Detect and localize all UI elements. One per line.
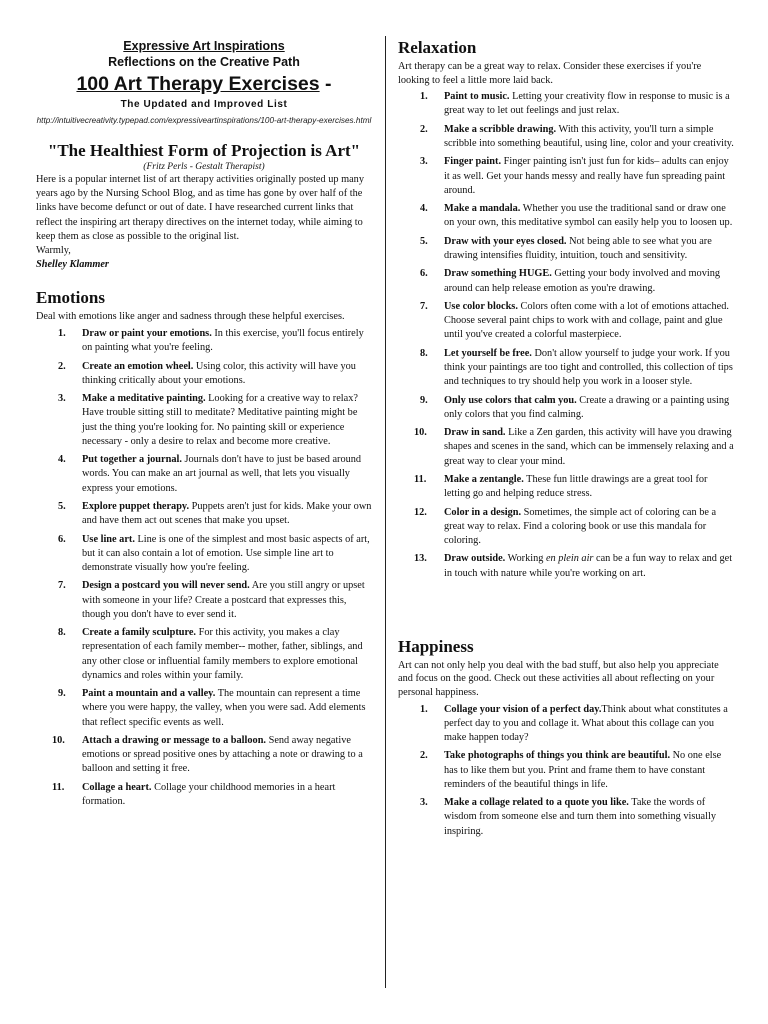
item-number: 11.: [414, 473, 427, 485]
item-text: Journals don't have to just be based around words. You can make an art journal as well, that lets you visually express your emotions.: [82, 454, 362, 494]
list-item: [36, 360, 372, 388]
item-text: can be a fun way to relax and get in touch with nature while you're working on art.: [444, 553, 733, 579]
item-heading: Make a mandala.: [444, 203, 521, 215]
source-url[interactable]: http://intuitivecreativity.typepad.com/expressiveartinspirations/100-art-therapy-exercises.html: [36, 116, 372, 125]
list-item: [36, 781, 372, 809]
relaxation-list: [398, 90, 734, 581]
item-number: 11.: [52, 781, 65, 793]
item-text: The mountain can represent a time where you were happy, the valley, when you were sad. Add elements that reflect specific events as well.: [82, 688, 366, 728]
list-item: [398, 123, 734, 151]
item-heading: Draw in sand.: [444, 427, 506, 439]
item-heading: Draw with your eyes closed.: [444, 235, 567, 247]
list-item: [398, 235, 734, 263]
item-heading: Put together a journal.: [82, 454, 182, 466]
item-text: Puppets aren't just for kids. Make your own and have them act out scenes that make you upset.: [82, 501, 372, 527]
item-heading: Make a meditative painting.: [82, 393, 206, 405]
document-title: [36, 72, 372, 96]
item-number: 1.: [420, 91, 428, 103]
item-heading: Color in a design.: [444, 506, 522, 518]
item-text: Whether you use the traditional sand or draw one on your own, this meditative symbol can easily help you to loosen up.: [444, 203, 733, 229]
section-intro-emotions: Deal with emotions like anger and sadness through these helpful exercises.: [36, 311, 345, 323]
item-heading: Explore puppet therapy.: [82, 501, 190, 512]
section-title-relaxation: Relaxation: [398, 38, 477, 57]
item-number: 1.: [58, 328, 66, 340]
item-text: Take the words of wisdom from someone else and turn them into something visually inspiring.: [444, 797, 716, 837]
list-item: [36, 327, 372, 355]
section-intro-relaxation: Art therapy can be a great way to relax. Consider these exercises if you're looking to feel a little more laid back.: [398, 61, 702, 86]
item-number: 13.: [414, 553, 427, 565]
item-number: 3.: [420, 797, 428, 809]
quote-attribution: (Fritz Perls - Gestalt Therapist): [143, 162, 265, 172]
list-item: [398, 703, 734, 746]
item-text: Send away negative emotions or spread positive ones by attaching a note or drawing to a balloon and setting it free.: [82, 734, 363, 775]
item-number: 3.: [58, 393, 66, 405]
header-line2: Reflections on the Creative Path: [108, 55, 300, 69]
signature: Shelley Klammer: [36, 259, 109, 271]
item-text: Getting your body involved and moving around can help release emotion as you're drawing.: [444, 268, 721, 294]
document-subtitle: The Updated and Improved List: [120, 99, 288, 110]
item-number: 6.: [420, 268, 428, 280]
list-item: [398, 202, 734, 230]
item-text: Like a Zen garden, this activity will have you drawing shapes and scenes in the sand, which can be immensely relaxing and a great way to clear your mind.: [444, 427, 734, 467]
left-column: [36, 38, 372, 813]
item-heading: Collage your vision of a perfect day.: [444, 703, 602, 715]
list-item: [398, 267, 734, 295]
section-title-happiness: Happiness: [398, 636, 474, 656]
item-number: 4.: [58, 454, 66, 466]
intro-paragraph: Here is a popular internet list of art therapy activities originally posted up many years ago by the Nursing School Blog, and as time has gone by over half of the links have become defunct or out of date. I have researched current links that reflect the inspiring art therapy directives on the internet today, while aiming to keep them as close as possible to the original list.: [36, 174, 364, 242]
list-item: [398, 473, 734, 501]
item-italic-text: en plein air: [545, 553, 594, 565]
item-heading: Create a family sculpture.: [82, 627, 197, 639]
item-number: 8.: [58, 627, 66, 639]
list-item: [398, 506, 734, 549]
item-heading: Draw something HUGE.: [444, 268, 552, 280]
item-text: Line is one of the simplest and most basic aspects of art, but it can also contain a lot of emotion. Use simple line art to demonstrate visually how you're feeling.: [82, 533, 370, 573]
intro-closing: Warmly,: [36, 245, 71, 257]
list-item: [398, 394, 734, 422]
item-number: 8.: [420, 347, 428, 359]
list-item: [36, 626, 372, 683]
item-number: 3.: [420, 156, 428, 168]
item-heading: Make a collage related to a quote you like.: [444, 797, 629, 809]
item-number: 10.: [52, 734, 65, 746]
emotions-list: [36, 327, 372, 809]
title-text: 100 Art Therapy Exercises: [76, 73, 320, 95]
item-heading: Draw or paint your emotions.: [82, 328, 212, 340]
list-item: [36, 500, 372, 528]
list-item: [398, 426, 734, 469]
section-title-emotions: Emotions: [36, 288, 105, 308]
item-number: 7.: [420, 300, 428, 312]
list-item: [36, 579, 372, 622]
item-text: Are you still angry or upset with someone in your life? Create a postcard that expresses this, though you don't have to ever send it.: [82, 580, 365, 620]
item-text: In this exercise, you'll focus entirely on painting what you're feeling.: [82, 328, 364, 354]
item-heading: Use color blocks.: [444, 300, 518, 312]
item-heading: Paint a mountain and a valley.: [82, 688, 216, 700]
item-text: Finger painting isn't just fun for kids– adults can enjoy it as well. Get your hands messy and really have fun spreading paint around.: [444, 156, 729, 196]
item-text: These fun little drawings are a great tool for letting go and helping reduce stress.: [444, 473, 708, 500]
list-item: [398, 552, 734, 580]
header-line1: Expressive Art Inspirations: [123, 39, 285, 53]
item-heading: Let yourself be free.: [444, 347, 532, 359]
list-item: [36, 734, 372, 777]
section-intro-happiness: Art can not only help you deal with the bad stuff, but also help you appreciate and focus on the good. Check out these activities all about reflecting on your personal happiness.: [398, 659, 719, 698]
list-item: [398, 155, 734, 198]
item-heading: Design a postcard you will never send.: [82, 580, 250, 592]
list-item: [398, 749, 734, 792]
item-heading: Attach a drawing or message to a balloon.: [82, 734, 267, 746]
list-item: [36, 687, 372, 730]
item-number: 9.: [420, 394, 428, 406]
item-text: For this activity, you makes a clay representation of each family member-- mother, father, siblings, and any other close or influential family members to explore emotional dynamics and roles within your family.: [82, 627, 363, 681]
column-divider: [385, 36, 386, 988]
item-number: 2.: [420, 123, 428, 135]
item-number: 2.: [58, 360, 66, 372]
item-heading: Use line art.: [82, 533, 135, 545]
item-heading: Take photographs of things you think are beautiful.: [444, 750, 671, 762]
list-item: [398, 796, 734, 839]
item-number: 5.: [58, 501, 66, 512]
item-number: 10.: [414, 427, 427, 439]
item-number: 12.: [414, 506, 427, 518]
list-item: [398, 300, 734, 343]
item-heading: Make a zentangle.: [444, 473, 524, 485]
item-text: Create a drawing or a painting using only colors that you find calming.: [444, 394, 730, 420]
item-text: Looking for a creative way to relax? Have trouble sitting still to meditate? Meditative painting might be just the thing you're looking for. No painting skill or experience necessary - only a desire to relax and become more creative.: [82, 393, 358, 447]
item-text: Not being able to see what you are drawing intensifies fluidity, intuition, touch and sensitivity.: [444, 235, 712, 261]
list-item: [36, 533, 372, 576]
item-heading: Make a scribble drawing.: [444, 123, 557, 135]
item-number: 1.: [420, 703, 428, 715]
item-text: Sometimes, the simple act of coloring can be a great way to relax. Find a coloring book or use this mandala for coloring.: [444, 506, 717, 546]
item-text: Colors often come with a lot of emotions attached. Choose several paint chips to work with and collage, paint and glue until you've created a colorful masterpiece.: [444, 300, 729, 341]
list-item: [36, 392, 372, 449]
item-number: 9.: [58, 688, 66, 700]
item-text: Think about what constitutes a perfect day to you and collage it. What about this collage can you make happen today?: [444, 703, 728, 743]
title-suffix: -: [319, 73, 332, 95]
item-number: 5.: [420, 235, 428, 247]
quote-heading: "The Healthiest Form of Projection is Art": [47, 141, 361, 160]
item-heading: Collage a heart.: [82, 781, 152, 793]
item-text: No one else has to like them but you. Print and frame them to have constant reminders of the beautiful things in life.: [444, 750, 722, 790]
item-text: Letting your creativity flow in response to music is a great way to let out feelings and just relax.: [444, 91, 730, 117]
right-column: [398, 38, 734, 843]
item-number: 7.: [58, 580, 66, 592]
item-heading: Create an emotion wheel.: [82, 360, 194, 372]
item-text: Working: [505, 553, 546, 565]
happiness-list: [398, 703, 734, 839]
item-text: Using color, this activity will have you thinking critically about your emotions.: [82, 360, 356, 386]
list-item: [36, 453, 372, 496]
item-number: 4.: [420, 203, 428, 215]
list-item: [398, 347, 734, 390]
item-number: 2.: [420, 750, 428, 762]
item-heading: Finger paint.: [444, 156, 502, 168]
list-item: [398, 90, 734, 118]
item-heading: Draw outside.: [444, 553, 506, 565]
item-text: Don't allow yourself to judge your work. If you think your paintings are too tight and controlled, this collection of tips and techniques to try should help you work in a looser style.: [444, 347, 733, 388]
item-heading: Paint to music.: [444, 91, 510, 103]
item-number: 6.: [58, 533, 66, 545]
item-heading: Only use colors that calm you.: [444, 394, 577, 406]
item-text: Collage your childhood memories in a heart formation.: [82, 781, 336, 807]
item-text: With this activity, you'll turn a simple scribble into something beautiful, using line, color and your creativity.: [444, 123, 734, 149]
